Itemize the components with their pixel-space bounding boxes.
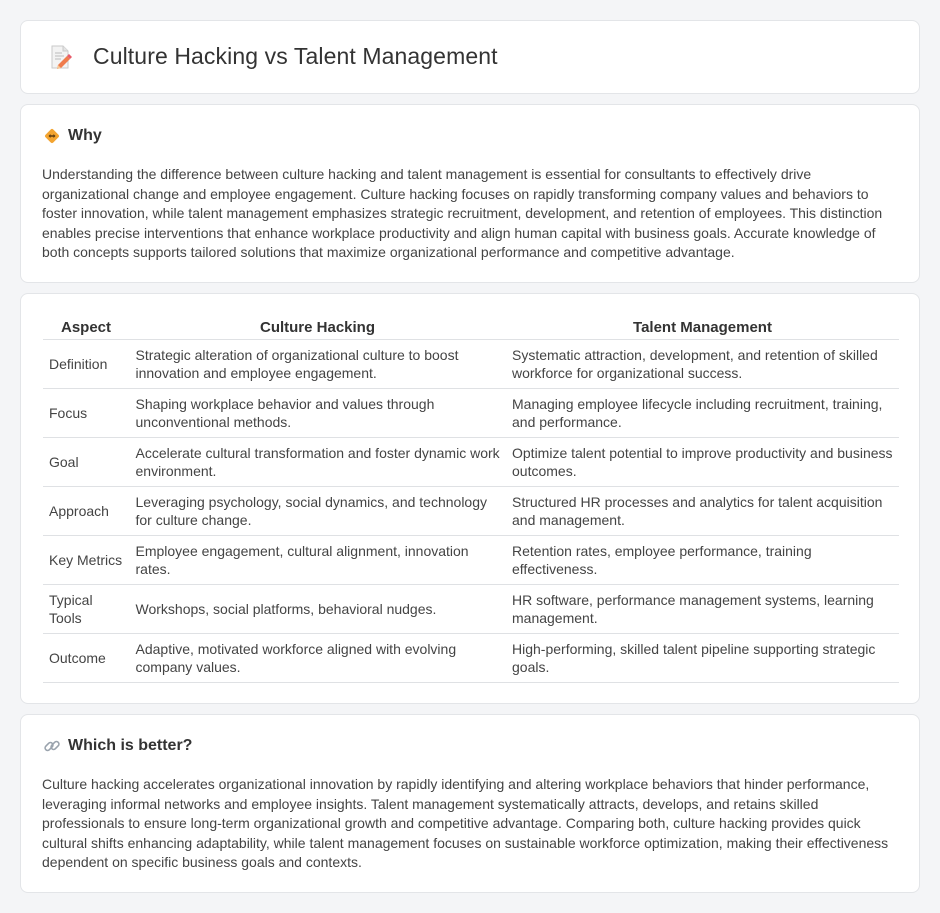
table-row — [43, 536, 899, 585]
better-text: Culture hacking accelerates organizational innovation by rapidly identifying and altering workplace behaviors that hinder performance, leveraging informal networks and employee insights. Talent management systematically attracts, develops, and retains skilled professionals to ensure long-term organizational growth and competitive advantage. Comparing both, culture hacking provides quick cultural shifts enhancing adaptability, while talent management focuses on sustainable workforce optimization, making their effectiveness dependent on specific business goals and contexts. — [42, 776, 889, 871]
talent-management-cell: High-performing, skilled talent pipeline supporting strategic goals. — [506, 634, 899, 683]
aspect-cell: Outcome — [43, 634, 129, 683]
aspect-cell: Goal — [43, 438, 129, 487]
table-row — [43, 340, 899, 389]
talent-management-cell: Managing employee lifecycle including recruitment, training, and performance. — [506, 389, 899, 438]
culture-hacking-cell: Workshops, social platforms, behavioral nudges. — [129, 585, 506, 634]
talent-management-cell: Optimize talent potential to improve productivity and business outcomes. — [506, 438, 899, 487]
culture-hacking-cell: Strategic alteration of organizational culture to boost innovation and employee engagement. — [129, 340, 506, 389]
title-row — [47, 43, 498, 70]
culture-hacking-cell: Employee engagement, cultural alignment, innovation rates. — [129, 536, 506, 585]
table-row — [43, 389, 899, 438]
culture-hacking-cell: Shaping workplace behavior and values through unconventional methods. — [129, 389, 506, 438]
table-row — [43, 438, 899, 487]
talent-management-cell: Structured HR processes and analytics for talent acquisition and management. — [506, 487, 899, 536]
why-section — [20, 104, 920, 283]
why-heading-row — [43, 127, 102, 145]
table-header-row — [43, 317, 899, 340]
page-title: Culture Hacking vs Talent Management — [93, 43, 498, 69]
aspect-cell: Key Metrics — [43, 536, 129, 585]
table-row — [43, 634, 899, 683]
aspect-cell: Typical Tools — [43, 585, 129, 634]
header-culture-hacking: Culture Hacking — [129, 317, 506, 340]
table-row — [43, 487, 899, 536]
talent-management-cell: Retention rates, employee performance, training effectiveness. — [506, 536, 899, 585]
header-talent-management: Talent Management — [506, 317, 899, 340]
document-pencil-icon — [47, 44, 73, 70]
why-text: Understanding the difference between culture hacking and talent management is essential for consultants to effectively drive organizational change and employee engagement. Culture hacking focuses on rapidly transforming company values and behaviors to foster innovation, while talent management emphasizes strategic recruitment, development, and retention of employees. This distinction enables precise interventions that enhance workplace productivity and align human capital with business goals. Accurate knowledge of both concepts supports tailored solutions that maximize organizational performance and competitive advantage. — [42, 166, 883, 261]
title-card — [20, 20, 920, 94]
which-is-better-section — [20, 714, 920, 893]
comparison-section — [20, 293, 920, 704]
why-heading: Why — [68, 127, 102, 144]
aspect-cell: Focus — [43, 389, 129, 438]
culture-hacking-cell: Accelerate cultural transformation and foster dynamic work environment. — [129, 438, 506, 487]
better-heading: Which is better? — [68, 737, 193, 754]
comparison-table — [43, 317, 899, 683]
talent-management-cell: HR software, performance management systems, learning management. — [506, 585, 899, 634]
better-heading-row — [43, 737, 192, 755]
talent-management-cell: Systematic attraction, development, and retention of skilled workforce for organizational success. — [506, 340, 899, 389]
aspect-cell: Approach — [43, 487, 129, 536]
link-icon — [43, 737, 61, 755]
diamond-arrows-icon — [43, 127, 61, 145]
culture-hacking-cell: Adaptive, motivated workforce aligned with evolving company values. — [129, 634, 506, 683]
aspect-cell: Definition — [43, 340, 129, 389]
header-aspect: Aspect — [43, 317, 129, 340]
table-row — [43, 585, 899, 634]
culture-hacking-cell: Leveraging psychology, social dynamics, and technology for culture change. — [129, 487, 506, 536]
